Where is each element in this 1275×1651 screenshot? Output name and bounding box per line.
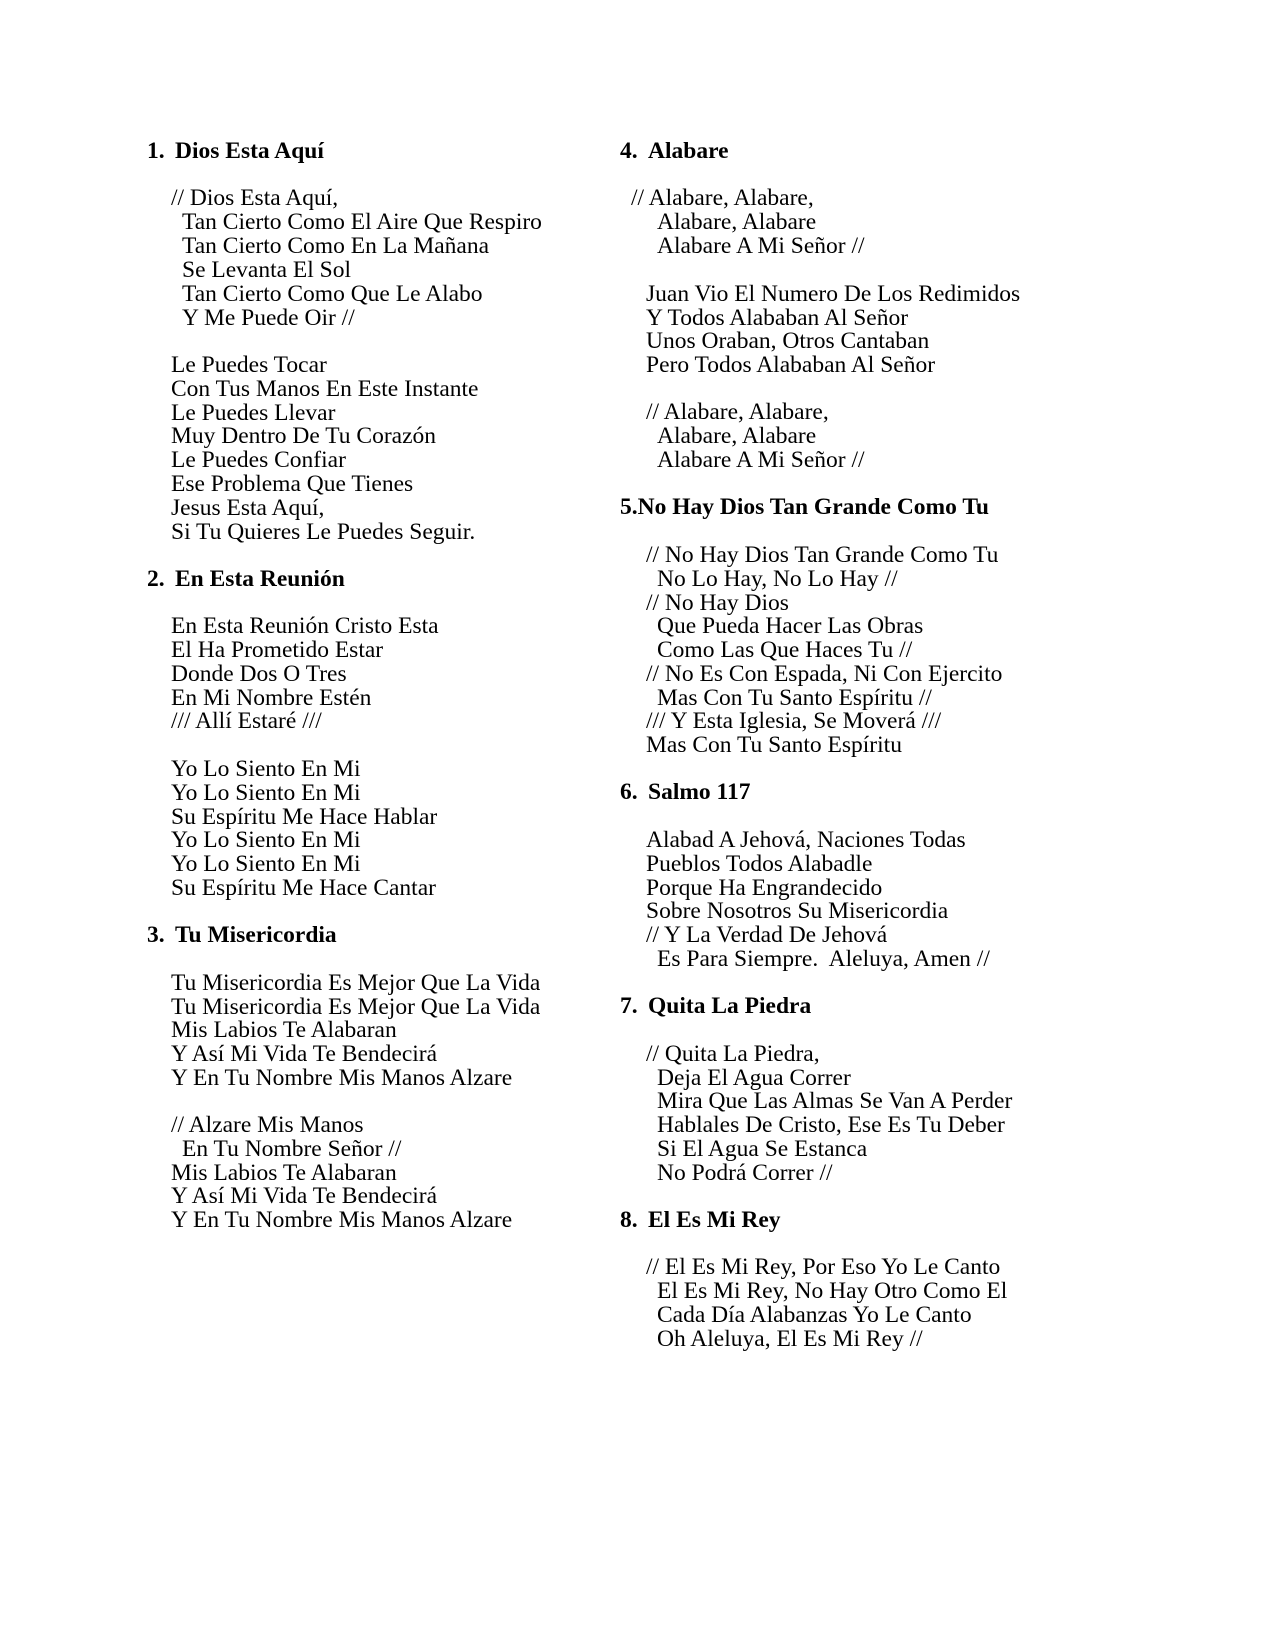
lyric-line: Alabad A Jehová, Naciones Todas [646, 827, 966, 853]
lyric-line: Deja El Agua Correr [657, 1065, 851, 1091]
lyric-line: // No Hay Dios [646, 590, 789, 616]
lyric-line: En Tu Nombre Señor // [182, 1136, 402, 1162]
lyric-line: Y Así Mi Vida Te Bendecirá [171, 1183, 438, 1209]
lyric-line: Alabare, Alabare [657, 209, 817, 235]
lyric-line: // No Es Con Espada, Ni Con Ejercito [646, 661, 1003, 687]
right-column [620, 0, 1275, 1651]
lyric-line: Le Puedes Tocar [171, 352, 327, 378]
lyric-line: Como Las Que Haces Tu // [657, 637, 913, 663]
song-title: Salmo 117 [648, 779, 751, 805]
song-title: En Esta Reunión [175, 566, 345, 592]
lyric-line: Oh Aleluya, El Es Mi Rey // [657, 1326, 923, 1352]
lyric-line: Alabare A Mi Señor // [657, 447, 865, 473]
lyric-line: // El Es Mi Rey, Por Eso Yo Le Canto [646, 1254, 1001, 1280]
song-title: Tu Misericordia [175, 922, 337, 948]
lyric-line: Yo Lo Siento En Mi [171, 780, 361, 806]
song-number: 7. [620, 993, 638, 1019]
lyric-line: Y En Tu Nombre Mis Manos Alzare [171, 1207, 513, 1233]
song-number: 1. [147, 138, 165, 164]
lyric-line: Yo Lo Siento En Mi [171, 827, 361, 853]
lyric-line: No Lo Hay, No Lo Hay // [657, 566, 898, 592]
lyric-line: En Mi Nombre Estén [171, 685, 372, 711]
lyric-line: Juan Vio El Numero De Los Redimidos [646, 281, 1021, 307]
lyric-line: Pero Todos Alababan Al Señor [646, 352, 936, 378]
lyric-line: Y Así Mi Vida Te Bendecirá [171, 1041, 438, 1067]
song-title: No Hay Dios Tan Grande Como Tu [637, 494, 989, 520]
song-number: 2. [147, 566, 165, 592]
lyric-line: Donde Dos O Tres [171, 661, 347, 687]
lyric-line: Yo Lo Siento En Mi [171, 851, 361, 877]
song-number: 6. [620, 779, 638, 805]
lyric-line: Unos Oraban, Otros Cantaban [646, 328, 930, 354]
lyric-line: Pueblos Todos Alabadle [646, 851, 873, 877]
lyric-line: Mira Que Las Almas Se Van A Perder [657, 1088, 1013, 1114]
lyric-line: Yo Lo Siento En Mi [171, 756, 361, 782]
lyric-line: Y En Tu Nombre Mis Manos Alzare [171, 1065, 513, 1091]
song-number: 3. [147, 922, 165, 948]
lyric-line: Con Tus Manos En Este Instante [171, 376, 479, 402]
song-title: Dios Esta Aquí [175, 138, 324, 164]
lyric-line: Y Me Puede Oir // [182, 305, 355, 331]
lyric-line: Tan Cierto Como Que Le Alabo [182, 281, 483, 307]
lyric-line: Mis Labios Te Alabaran [171, 1017, 397, 1043]
lyric-line: Sobre Nosotros Su Misericordia [646, 898, 949, 924]
lyric-line: Tu Misericordia Es Mejor Que La Vida [171, 994, 541, 1020]
lyric-line: Alabare, Alabare [657, 423, 817, 449]
lyric-line: Se Levanta El Sol [182, 257, 352, 283]
lyric-line: Mas Con Tu Santo Espíritu [646, 732, 902, 758]
lyric-line: No Podrá Correr // [657, 1160, 833, 1186]
lyric-line: /// Allí Estaré /// [171, 708, 322, 734]
song-number: 4. [620, 138, 638, 164]
lyric-line: /// Y Esta Iglesia, Se Moverá /// [646, 708, 942, 734]
lyric-line: Le Puedes Confiar [171, 447, 346, 473]
lyric-line: // Quita La Piedra, [646, 1041, 820, 1067]
lyric-line: // Alabare, Alabare, [631, 185, 814, 211]
lyric-line: Jesus Esta Aquí, [171, 495, 325, 521]
lyric-line: // Alzare Mis Manos [171, 1112, 364, 1138]
song-title: El Es Mi Rey [648, 1207, 781, 1233]
lyric-line: Tan Cierto Como En La Mañana [182, 233, 490, 259]
lyric-line: Ese Problema Que Tienes [171, 471, 414, 497]
lyric-line: Es Para Siempre. Aleluya, Amen // [657, 946, 990, 972]
lyric-line: En Esta Reunión Cristo Esta [171, 613, 439, 639]
lyric-line: Si Tu Quieres Le Puedes Seguir. [171, 519, 476, 545]
lyric-line: El Ha Prometido Estar [171, 637, 384, 663]
lyric-line: Su Espíritu Me Hace Cantar [171, 875, 436, 901]
song-title: Alabare [648, 138, 729, 164]
song-title: Quita La Piedra [648, 993, 812, 1019]
lyric-line: Y Todos Alababan Al Señor [646, 305, 909, 331]
lyric-line: Su Espíritu Me Hace Hablar [171, 804, 438, 830]
lyric-line: // Dios Esta Aquí, [171, 185, 339, 211]
lyric-line: Muy Dentro De Tu Corazón [171, 423, 437, 449]
lyric-line: Que Pueda Hacer Las Obras [657, 613, 924, 639]
lyric-line: Hablales De Cristo, Ese Es Tu Deber [657, 1112, 1005, 1138]
lyric-line: Mis Labios Te Alabaran [171, 1160, 397, 1186]
lyric-line: // Y La Verdad De Jehová [646, 922, 888, 948]
lyric-line: Le Puedes Llevar [171, 400, 336, 426]
lyric-line: Cada Día Alabanzas Yo Le Canto [657, 1302, 972, 1328]
lyric-line: Porque Ha Engrandecido [646, 875, 883, 901]
lyric-line: Alabare A Mi Señor // [657, 233, 865, 259]
lyric-line: // Alabare, Alabare, [646, 399, 829, 425]
left-column [0, 0, 620, 1651]
lyric-line: Tu Misericordia Es Mejor Que La Vida [171, 970, 541, 996]
lyric-line: Tan Cierto Como El Aire Que Respiro [182, 209, 542, 235]
lyric-line: Mas Con Tu Santo Espíritu // [657, 685, 932, 711]
lyric-line: // No Hay Dios Tan Grande Como Tu [646, 542, 999, 568]
lyric-line: Si El Agua Se Estanca [657, 1136, 868, 1162]
song-number: 8. [620, 1207, 638, 1233]
song-number: 5. [620, 494, 638, 520]
lyric-line: El Es Mi Rey, No Hay Otro Como El [657, 1278, 1008, 1304]
